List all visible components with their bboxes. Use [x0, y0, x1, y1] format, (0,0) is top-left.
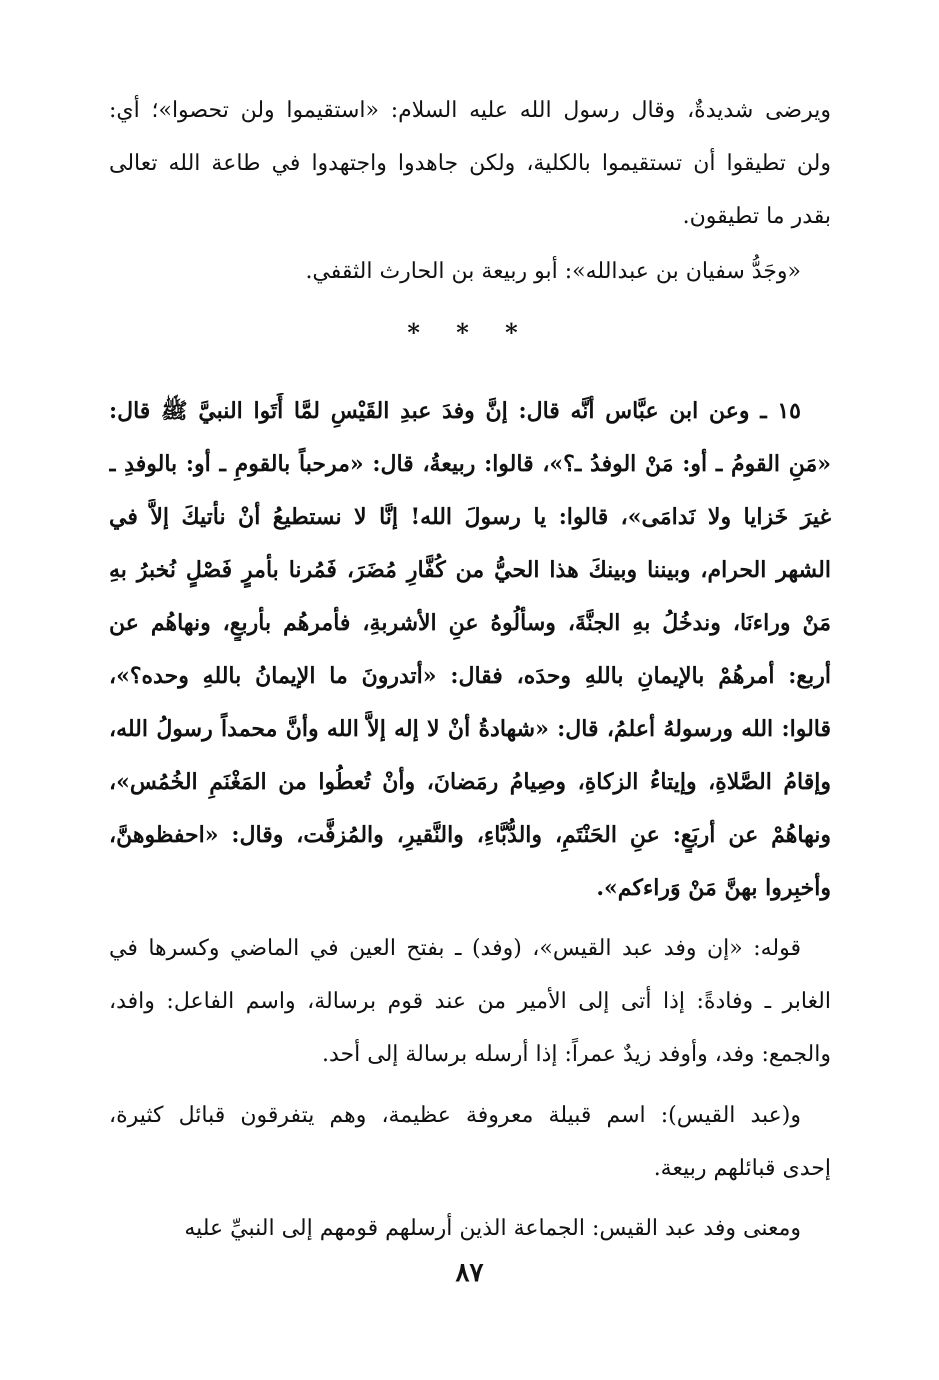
page-number: ٨٧ — [455, 1258, 484, 1288]
text-line: بقدر ما تطيقون. — [682, 204, 831, 229]
hadith-line: وإقامُ الصَّلاةِ، وإيتاءُ الزكاةِ، وصِيامُ رمَضانَ، وأنْ تُعطُوا من المَغْنَمِ الخُمُس»، — [109, 769, 831, 795]
hadith-line: ونهاهُمْ عن أربَعٍ: عنِ الحَنْتَمِ، والدُّبَّاءِ، والنَّقيرِ، والمُزفَّت، وقال: «احفظوهنَّ، — [109, 822, 831, 848]
hadith-line: مَنْ وراءنَا، وندخُلُ بهِ الجنَّةَ، وسألُوهُ عنِ الأشربةِ، فأمرهُم بأربعٍ، ونهاهُم عن — [109, 610, 831, 636]
text-line: الغابر ـ وفادةً: إذا أتى إلى الأمير من عند قوم برسالة، واسم الفاعل: وافد، — [109, 989, 831, 1014]
hadith-line: «مَنِ القومُ ـ أو: مَنْ الوفدُ ـ؟»، قالوا: ربيعةُ، قال: «مرحباً بالقومِ ـ أو: بالوفدِ ـ — [109, 451, 831, 477]
text-line: ويرضى شديدةٌ، وقال رسول الله عليه السلام: «استقيموا ولن تحصوا»؛ أي: — [109, 98, 831, 123]
hadith-line: الشهر الحرام، وبيننا وبينكَ هذا الحيُّ من كُفَّارِ مُضَرَ، فَمُرنا بأمرٍ فَصْلٍ نُخبرُ بهِ — [109, 557, 831, 583]
hadith-line: ١٥ ـ وعن ابن عبَّاس أنَّه قال: إنَّ وفدَ عبدِ القَيْسِ لمَّا أَتَوا النبيَّ ﷺ قال: — [109, 398, 801, 424]
hadith-line: أربع: أمرهُمْ بالإيمانِ باللهِ وحدَه، فقال: «أتدرونَ ما الإيمانُ باللهِ وحده؟»، — [109, 663, 831, 689]
hadith-line: وأخبِروا بهنَّ مَنْ وَراءكم». — [596, 875, 831, 901]
section-separator: * * * — [407, 318, 532, 347]
text-line: ومعنى وفد عبد القيس: الجماعة الذين أرسلهم قومهم إلى النبيِّ عليه — [184, 1216, 801, 1241]
hadith-line: قالوا: الله ورسولهُ أعلمُ، قال: «شهادةُ أنْ لا إله إلاَّ الله وأنَّ محمداً رسولُ الله، — [109, 716, 831, 742]
text-line: ولن تطيقوا أن تستقيموا بالكلية، ولكن جاهدوا واجتهدوا في طاعة الله تعالى — [109, 151, 831, 176]
text-line: إحدى قبائلهم ربيعة. — [653, 1156, 831, 1181]
text-line: قوله: «إن وفد عبد القيس»، (وفد) ـ بفتح العين في الماضي وكسرها في — [109, 936, 801, 961]
hadith-line: غيرَ خَزايا ولا نَدامَى»، قالوا: يا رسولَ الله! إنَّا لا نستطيعُ أنْ نأتيكَ إلاَّ في — [109, 504, 831, 530]
text-line: «وجَدُّ سفيان بن عبدالله»: أبو ربيعة بن الحارث الثقفي. — [305, 259, 801, 284]
text-line: والجمع: وفد، وأوفد زيدٌ عمراً: إذا أرسله برسالة إلى أحد. — [321, 1042, 831, 1067]
text-line: و(عبد القيس): اسم قبيلة معروفة عظيمة، وهم يتفرقون قبائل كثيرة، — [109, 1103, 801, 1128]
